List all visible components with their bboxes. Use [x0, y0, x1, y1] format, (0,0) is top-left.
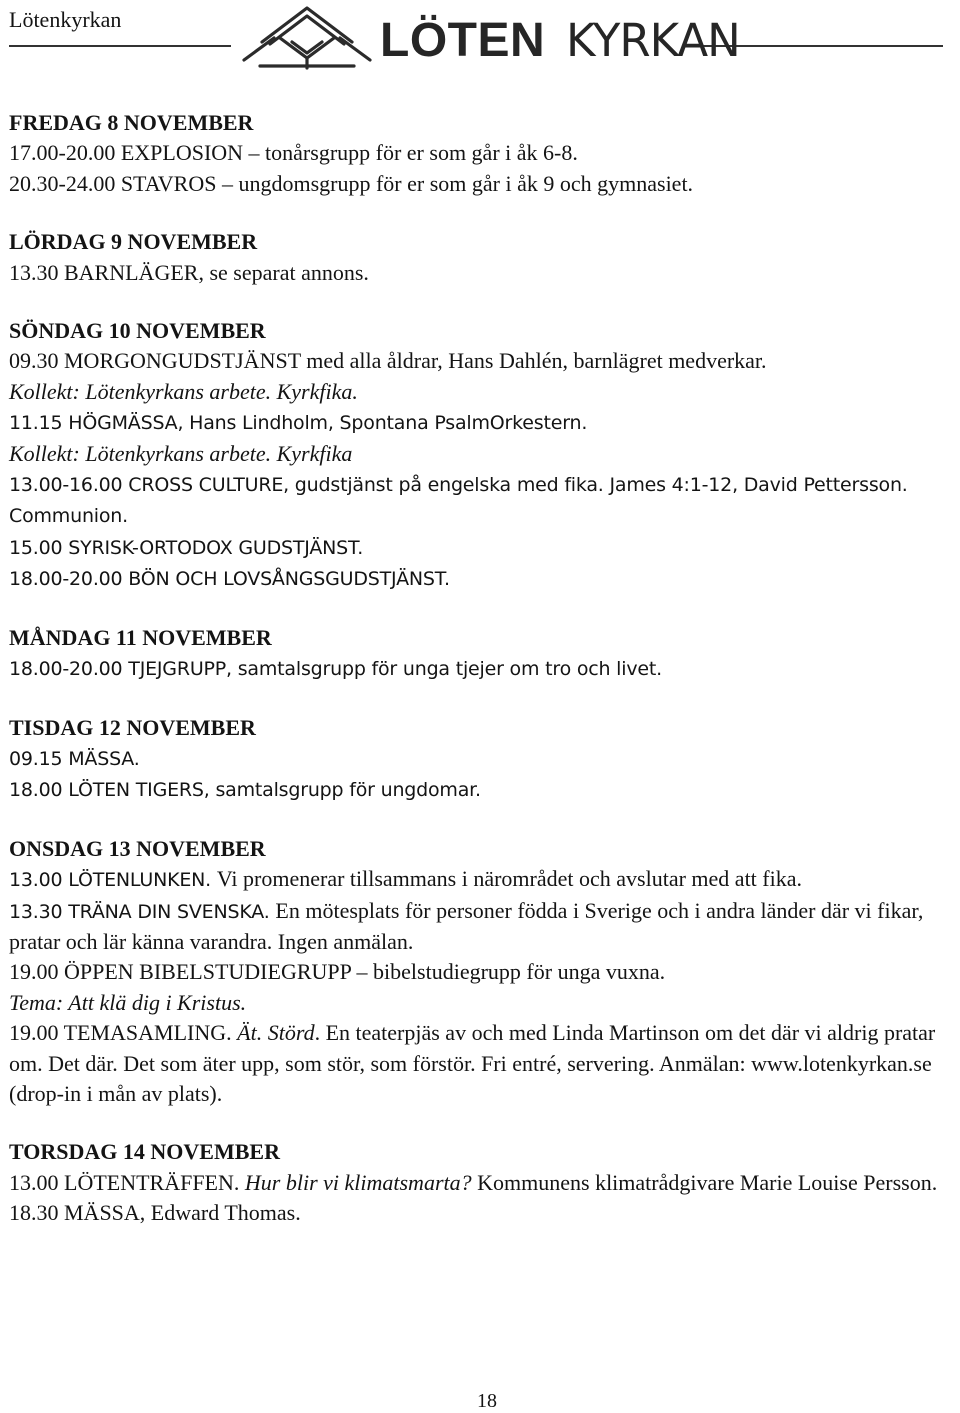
event-text: 09.30 MORGONGUDSTJÄNST med alla åldrar, Hans Dahlén, barnlägret medverkar.	[9, 348, 767, 374]
event-entry	[9, 864, 954, 895]
event-text: 19.00 TEMASAMLING.	[9, 1020, 238, 1046]
event-entry	[9, 169, 954, 199]
event-calendar	[9, 108, 954, 1257]
page-number: 18	[477, 1390, 497, 1412]
day-section	[9, 834, 954, 1110]
event-text: 09.15 MÄSSA.	[9, 747, 140, 770]
event-text: Vi promenerar tillsammans i närområdet och avslutar med att fika.	[216, 866, 802, 892]
event-entry	[9, 407, 954, 438]
event-text: Tema: Att klä dig i Kristus.	[9, 989, 247, 1015]
day-section	[9, 316, 954, 595]
event-entry	[9, 743, 954, 774]
event-entry	[9, 439, 954, 469]
event-entry	[9, 563, 954, 594]
event-text: Ät. Störd	[237, 1020, 315, 1046]
logo-wordmark-light: KYRKAN	[566, 14, 740, 67]
event-entry	[9, 138, 954, 168]
event-entry	[9, 988, 954, 1018]
event-text: 13.00 LÖTENLUNKEN.	[9, 869, 217, 892]
event-text: 13.00-16.00 CROSS CULTURE, gudstjänst på engelska med fika. James 4:1-12, David Pettersson. Communion.	[9, 474, 908, 528]
event-entry	[9, 957, 954, 987]
event-text: Kommunens klimatrådgivare Marie Louise Persson.	[471, 1169, 938, 1195]
event-text: 19.00 ÖPPEN BIBELSTUDIEGRUPP – bibelstudiegrupp för unga vuxna.	[9, 959, 666, 985]
event-entry	[9, 1168, 954, 1198]
day-section	[9, 1137, 954, 1228]
event-entry	[9, 653, 954, 684]
event-entry	[9, 377, 954, 407]
day-heading: SÖNDAG 10 NOVEMBER	[9, 318, 266, 344]
event-entry	[9, 774, 954, 805]
header-rule-left	[9, 45, 231, 47]
event-entry	[9, 532, 954, 563]
day-heading: MÅNDAG 11 NOVEMBER	[9, 624, 272, 650]
event-text: Kollekt: Lötenkyrkans arbete. Kyrkfika.	[9, 378, 358, 404]
day-heading: ONSDAG 13 NOVEMBER	[9, 835, 266, 861]
event-text: Kollekt: Lötenkyrkans arbete. Kyrkfika	[9, 440, 353, 466]
event-text: 18.30 MÄSSA, Edward Thomas.	[9, 1200, 301, 1226]
event-text: En mötesplats för personer födda i Sverige och i andra länder där vi fikar, pratar och lär känna varandra. Ingen anmälan.	[9, 897, 924, 954]
event-text: Hur blir vi klimatsmarta?	[244, 1169, 472, 1195]
day-heading: TISDAG 12 NOVEMBER	[9, 714, 256, 740]
event-entry	[9, 1198, 954, 1228]
day-heading: LÖRDAG 9 NOVEMBER	[9, 229, 258, 255]
day-section	[9, 623, 954, 685]
day-section	[9, 713, 954, 806]
event-entry	[9, 346, 954, 376]
cross-logo-icon	[240, 2, 374, 70]
event-text: 18.00-20.00 TJEJGRUPP, samtalsgrupp för unga tjejer om tro och livet.	[9, 658, 662, 681]
event-entry	[9, 258, 954, 288]
event-text: 15.00 SYRISK-ORTODOX GUDSTJÄNST.	[9, 536, 364, 559]
event-text: . En teaterpjäs av och med Linda Martinson om det där vi aldrig pratar om. Det där. Det som äter upp, som stör, som förstör. Fri entré, servering. Anmälan: www.lotenkyrkan.se (drop-in i mån av plats).	[9, 1020, 936, 1106]
lotenkyrkan-logo	[236, 0, 740, 72]
event-text: 20.30-24.00 STAVROS – ungdomsgrupp för er som går i åk 9 och gymnasiet.	[9, 170, 694, 196]
day-heading: FREDAG 8 NOVEMBER	[9, 110, 254, 135]
event-text: 11.15 HÖGMÄSSA, Hans Lindholm, Spontana PsalmOrkestern.	[9, 412, 588, 435]
event-entry	[9, 469, 954, 532]
day-section	[9, 108, 954, 199]
event-text: 18.00-20.00 BÖN OCH LOVSÅNGSGUDSTJÄNST.	[9, 568, 450, 591]
day-section	[9, 227, 954, 288]
event-entry	[9, 1018, 954, 1109]
event-text: 13.30 BARNLÄGER, se separat annons.	[9, 259, 369, 285]
event-text: 17.00-20.00 EXPLOSION – tonårsgrupp för er som går i åk 6-8.	[9, 140, 578, 166]
event-text: 13.00 LÖTENTRÄFFEN.	[9, 1169, 245, 1195]
event-entry	[9, 896, 954, 958]
running-header-title: Lötenkyrkan	[9, 7, 122, 32]
event-text: 13.30 TRÄNA DIN SVENSKA.	[9, 900, 276, 923]
event-text: 18.00 LÖTEN TIGERS, samtalsgrupp för ungdomar.	[9, 779, 481, 802]
logo-wordmark-bold: LÖTEN	[380, 14, 546, 67]
day-heading: TORSDAG 14 NOVEMBER	[9, 1139, 280, 1165]
